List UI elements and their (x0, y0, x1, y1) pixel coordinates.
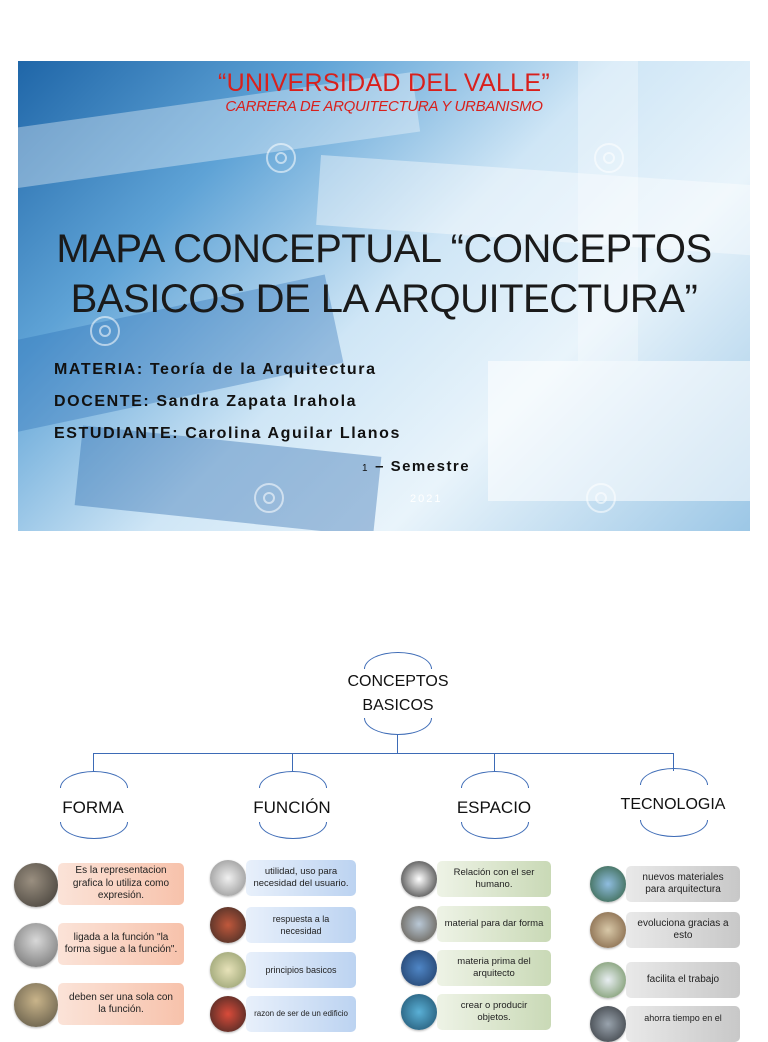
main-title (18, 224, 750, 324)
forma-image-3 (14, 983, 58, 1027)
watermark-icon (266, 143, 296, 173)
espacio-card-1: Relación con el ser humano. (437, 861, 551, 897)
forma-image-1 (14, 863, 58, 907)
tecnologia-image-4 (590, 1006, 626, 1042)
year: 2021 (410, 493, 443, 505)
forma-arc-top (60, 771, 128, 788)
forma-arc-bottom (60, 822, 128, 839)
tecnologia-image-3 (590, 962, 626, 998)
materia-value: Teoría de la Arquitectura (149, 361, 377, 378)
espacio-connector (494, 753, 495, 771)
root-connector (397, 734, 398, 753)
root-arc-top (364, 652, 432, 669)
watermark-icon (586, 483, 616, 513)
tecnologia-arc-bottom (640, 820, 708, 837)
tecnologia-card-3: facilita el trabajo (626, 962, 740, 998)
funcion-arc-top (259, 771, 327, 788)
funcion-image-3 (210, 952, 246, 988)
university-name: “UNIVERSIDAD DEL VALLE” (218, 69, 550, 97)
tecnologia-image-2 (590, 912, 626, 948)
tecnologia-node: TECNOLOGIA (620, 796, 726, 813)
funcion-image-2 (210, 907, 246, 943)
root-arc-bottom (364, 718, 432, 735)
espacio-arc-top (461, 771, 529, 788)
estudiante-value: Carolina Aguilar Llanos (185, 425, 401, 442)
espacio-card-4: crear o producir objetos. (437, 994, 551, 1030)
forma-connector (93, 753, 94, 771)
funcion-node: FUNCIÓN (253, 798, 331, 817)
espacio-node: ESPACIO (456, 798, 532, 817)
docente-label: DOCENTE: (54, 393, 151, 410)
main-title-line-2: BASICOS DE LA ARQUITECTURA” (70, 277, 698, 321)
funcion-card-4: razon de ser de un edificio (246, 996, 356, 1032)
materia-label: MATERIA: (54, 361, 144, 378)
forma-card-1: Es la representacion grafica lo utiliza como expresión. (58, 863, 184, 905)
tecnologia-card-4: ahorra tiempo en el (626, 1006, 740, 1042)
tecnologia-card-2: evoluciona gracias a esto (626, 912, 740, 948)
background-beam (488, 361, 750, 501)
espacio-arc-bottom (461, 822, 529, 839)
watermark-icon (254, 483, 284, 513)
branch-connector (93, 753, 673, 754)
espacio-image-4 (401, 994, 437, 1030)
docente-value: Sandra Zapata Irahola (156, 393, 358, 410)
espacio-card-2: material para dar forma (437, 906, 551, 942)
forma-card-3: deben ser una sola con la función. (58, 983, 184, 1025)
funcion-card-2: respuesta a la necesidad (246, 907, 356, 943)
funcion-card-1: utilidad, uso para necesidad del usuario. (246, 860, 356, 896)
funcion-card-3: principios basicos (246, 952, 356, 988)
estudiante-line (54, 425, 401, 443)
title-slide (18, 61, 750, 531)
forma-image-2 (14, 923, 58, 967)
espacio-image-3 (401, 950, 437, 986)
tecnologia-arc-top (640, 768, 708, 785)
docente-line (54, 393, 357, 411)
semester-number: 1 (362, 463, 370, 474)
main-title-line-1: MAPA CONCEPTUAL “CONCEPTOS (56, 227, 712, 271)
espacio-image-2 (401, 906, 437, 942)
forma-card-2: ligada a la función "la forma sigue a la función". (58, 923, 184, 965)
estudiante-label: ESTUDIANTE: (54, 425, 180, 442)
root-node: CONCEPTOS BASICOS (347, 673, 449, 714)
forma-node: FORMA (62, 798, 124, 817)
funcion-image-4 (210, 996, 246, 1032)
funcion-connector (292, 753, 293, 771)
espacio-image-1 (401, 861, 437, 897)
career-name: CARRERA DE ARQUITECTURA Y URBANISMO (225, 98, 543, 115)
semester-text: – Semestre (375, 458, 471, 475)
funcion-image-1 (210, 860, 246, 896)
tecnologia-image-1 (590, 866, 626, 902)
materia-line (54, 361, 377, 379)
tecnologia-card-1: nuevos materiales para arquitectura (626, 866, 740, 902)
semester (362, 458, 470, 475)
watermark-icon (594, 143, 624, 173)
espacio-card-3: materia prima del arquitecto (437, 950, 551, 986)
funcion-arc-bottom (259, 822, 327, 839)
